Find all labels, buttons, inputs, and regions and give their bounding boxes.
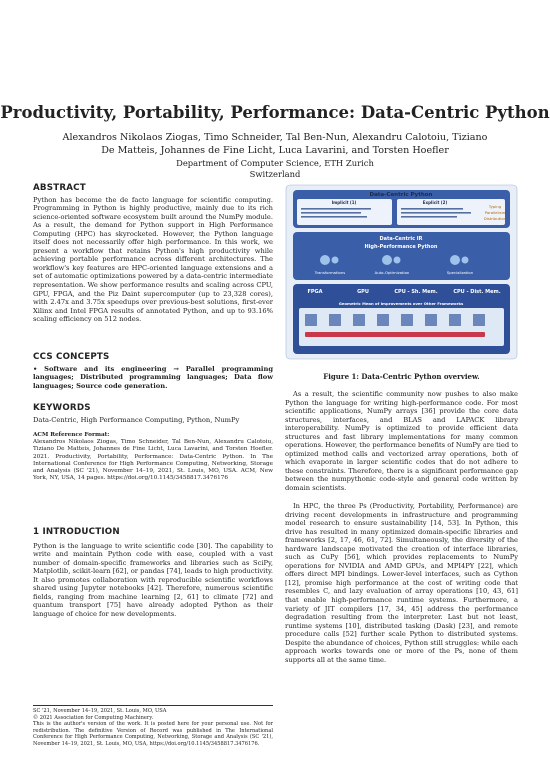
target-fpga: FPGA	[307, 289, 323, 295]
keywords-section	[33, 404, 273, 424]
figure-caption: Figure 1: Data-Centric Python overview.	[323, 372, 480, 381]
figure-header-text: Data-Centric Python	[369, 192, 433, 198]
affiliation-country: Switzerland	[249, 169, 301, 179]
typing-text: Typing	[488, 204, 502, 209]
intro-text: Python is the language to write scientific code [30]. The capability to write and maintain Python code with ease, coupled with a vast number of domain-specific frameworks and libraries such as SciPy, Matplotlib, scikit-learn [62], or pandas [74], leads to high productivity. It also promotes collaboration with reproducible scientific workflows shared using Jupyter notebooks [42]. Therefore, numerous scientific fields, ranging from machine learning [2, 61] to climate [72] and quantum transport [75] have already adopted Python as their language of choice for new developments.	[33, 541, 273, 618]
overview-diagram	[285, 184, 518, 360]
implicit-label: Implicit (1)	[331, 200, 357, 205]
ccs-heading: CCS CONCEPTS	[33, 352, 110, 362]
affiliation-department: Department of Computer Science, ETH Zurich	[176, 158, 374, 168]
paper-title: Productivity, Portability, Performance: Data-Centric Python	[0, 103, 550, 122]
abstract-text: Python has become the de facto language for scientific computing. Programming in Python is highly productive, mainly due to its rich science-oriented software ecosystem built around the NumPy module. As a result, the demand for Python support in High Performance Computing (HPC) has skyrocketed. However, the Python language itself does not necessarily offer high performance. In this work, we present a workflow that retains Python's high productivity while achieving portable performance across different architectures. The workflow's key features are HPC-oriented language extensions and a set of automatic optimizations powered by a data-centric intermediate representation. We show performance results and scaling across CPU, GPU, FPGA, and the Piz Daint supercomputer (up to 23,328 cores), with 2.47x and 3.75x speedups over previous-best solutions, first-ever Xilinx and Intel FPGA results of annotated Python, and up to 93.16% scaling efficiency on 512 nodes.	[33, 195, 273, 324]
specialization-text: Specialization	[446, 270, 474, 275]
geomean-row-text: Geometric Mean of Improvements over Other Frameworks	[338, 301, 464, 306]
right-paragraph-1: As a result, the scientific community now pushes to also make Python the language for writing high-performance code. For most scientific applications, NumPy arrays [36] provide the core data structures, interfaces, and BLAS and LAPACK library interoperability. NumPy is optimized to provide efficient data structures and fast library implementations for many common operations. However, the performance benefits of NumPy are tied to optimized method calls and vectorized array operations, both of which evaporate in larger scientific codes that do not adhere to these constraints. Therefore, there is a significant performance gap between the numpythonic code-style and general code written by domain scientists.	[285, 390, 518, 493]
right-paragraph-2: In HPC, the three Ps (Productivity, Portability, Performance) are driving recent developments in infrastructure and programming model research to ensure sustainability [14, 53]. In Python, this drive has resulted in many optimized domain-specific libraries and frameworks [2, 17, 46, 61, 72]. Simultaneously, the diversity of the hardware landscape motivated the creation of interface libraries, such as CuPy [56], which provides replacements to NumPy operations for NVIDIA and AMD GPUs, and MPI4PY [22], which offers direct MPI bindings. Lower-level interfaces, such as Cython [12], promise high performance at the cost of writing code that resembles C, and lazy evaluation of array operations [10, 43, 61] that enable high-performance runtime systems. Furthermore, a variety of JIT compilers [17, 34, 45] address the performance degradation resulting from the interpreter. Last but not least, runtime systems [10], distributed tasking (Dask) [23], and remote procedure calls [52] further scale Python to distributed systems. Despite the abundance of choices, Python still struggles: while each approach works towards one or more of the Ps, none of them supports all at the same time.	[285, 502, 518, 664]
target-cpu-shared: CPU - Sh. Mem.	[394, 289, 438, 295]
footnote-rule	[33, 705, 273, 706]
transformations-text: Transformations	[314, 270, 346, 275]
intro-heading: 1 INTRODUCTION	[33, 527, 120, 537]
acm-ref-heading: ACM Reference Format:	[33, 432, 110, 438]
hpc-python-label: High-Performance Python	[364, 244, 438, 250]
footnote: SC '21, November 14–19, 2021, St. Louis, MO, USA © 2021 Association for Computing Machinery. This is the author's version of the work. It is posted here for your personal use. Not for redistribution. The definitive Version of Record was published in The International Conference for High Performance Computing, Networking, Storage and Analysis (SC '21), November 14–19, 2021, St. Louis, MO, USA, https://doi.org/10.1145/3458817.3476176.	[33, 708, 273, 747]
parallelism-text: Parallelism	[484, 210, 506, 215]
acm-ref-text: Alexandros Nikolaos Ziogas, Timo Schneider, Tal Ben-Nun, Alexandru Calotoiu, Tiziano De Matteis, Johannes de Fine Licht, Luca Lavarini, and Torsten Hoefler. 2021. Productivity, Portability, Performance: Data-Centric Python. In The International Conference for High Performance Computing, Networking, Storage and Analysis (SC '21), November 14–19, 2021, St. Louis, MO, USA. ACM, New York, NY, USA, 14 pages. https://doi.org/10.1145/3458817.3476176	[33, 439, 273, 482]
figure-overview	[285, 184, 518, 360]
dace-ir-label: Data-Centric IR	[379, 236, 423, 242]
author-list: Alexandros Nikolaos Ziogas, Timo Schneider, Tal Ben-Nun, Alexandru Calotoiu, Tiziano De Matteis, Johannes de Fine Licht, Luca Lavarini, and Torsten Hoefler	[62, 132, 488, 156]
explicit-label: Explicit (2)	[422, 200, 448, 205]
acm-reference	[33, 432, 273, 482]
affiliation	[60, 158, 490, 180]
distribution-text: Distribution	[483, 216, 507, 221]
keywords-heading: KEYWORDS	[33, 403, 91, 413]
auto-opt-text: Auto-Optimization	[374, 270, 410, 275]
target-cpu-distributed: CPU - Dist. Mem.	[453, 289, 501, 295]
abstract-section	[33, 184, 273, 324]
introduction-section	[33, 528, 273, 618]
target-gpu: GPU	[357, 289, 369, 295]
abstract-heading: ABSTRACT	[33, 183, 86, 193]
keywords-text: Data-Centric, High Performance Computing, Python, NumPy	[33, 415, 240, 424]
ccs-section	[33, 353, 273, 390]
ccs-text: • Software and its engineering → Parallel programming languages; Distributed programming languages; Data flow languages; Source code generation.	[33, 364, 273, 390]
